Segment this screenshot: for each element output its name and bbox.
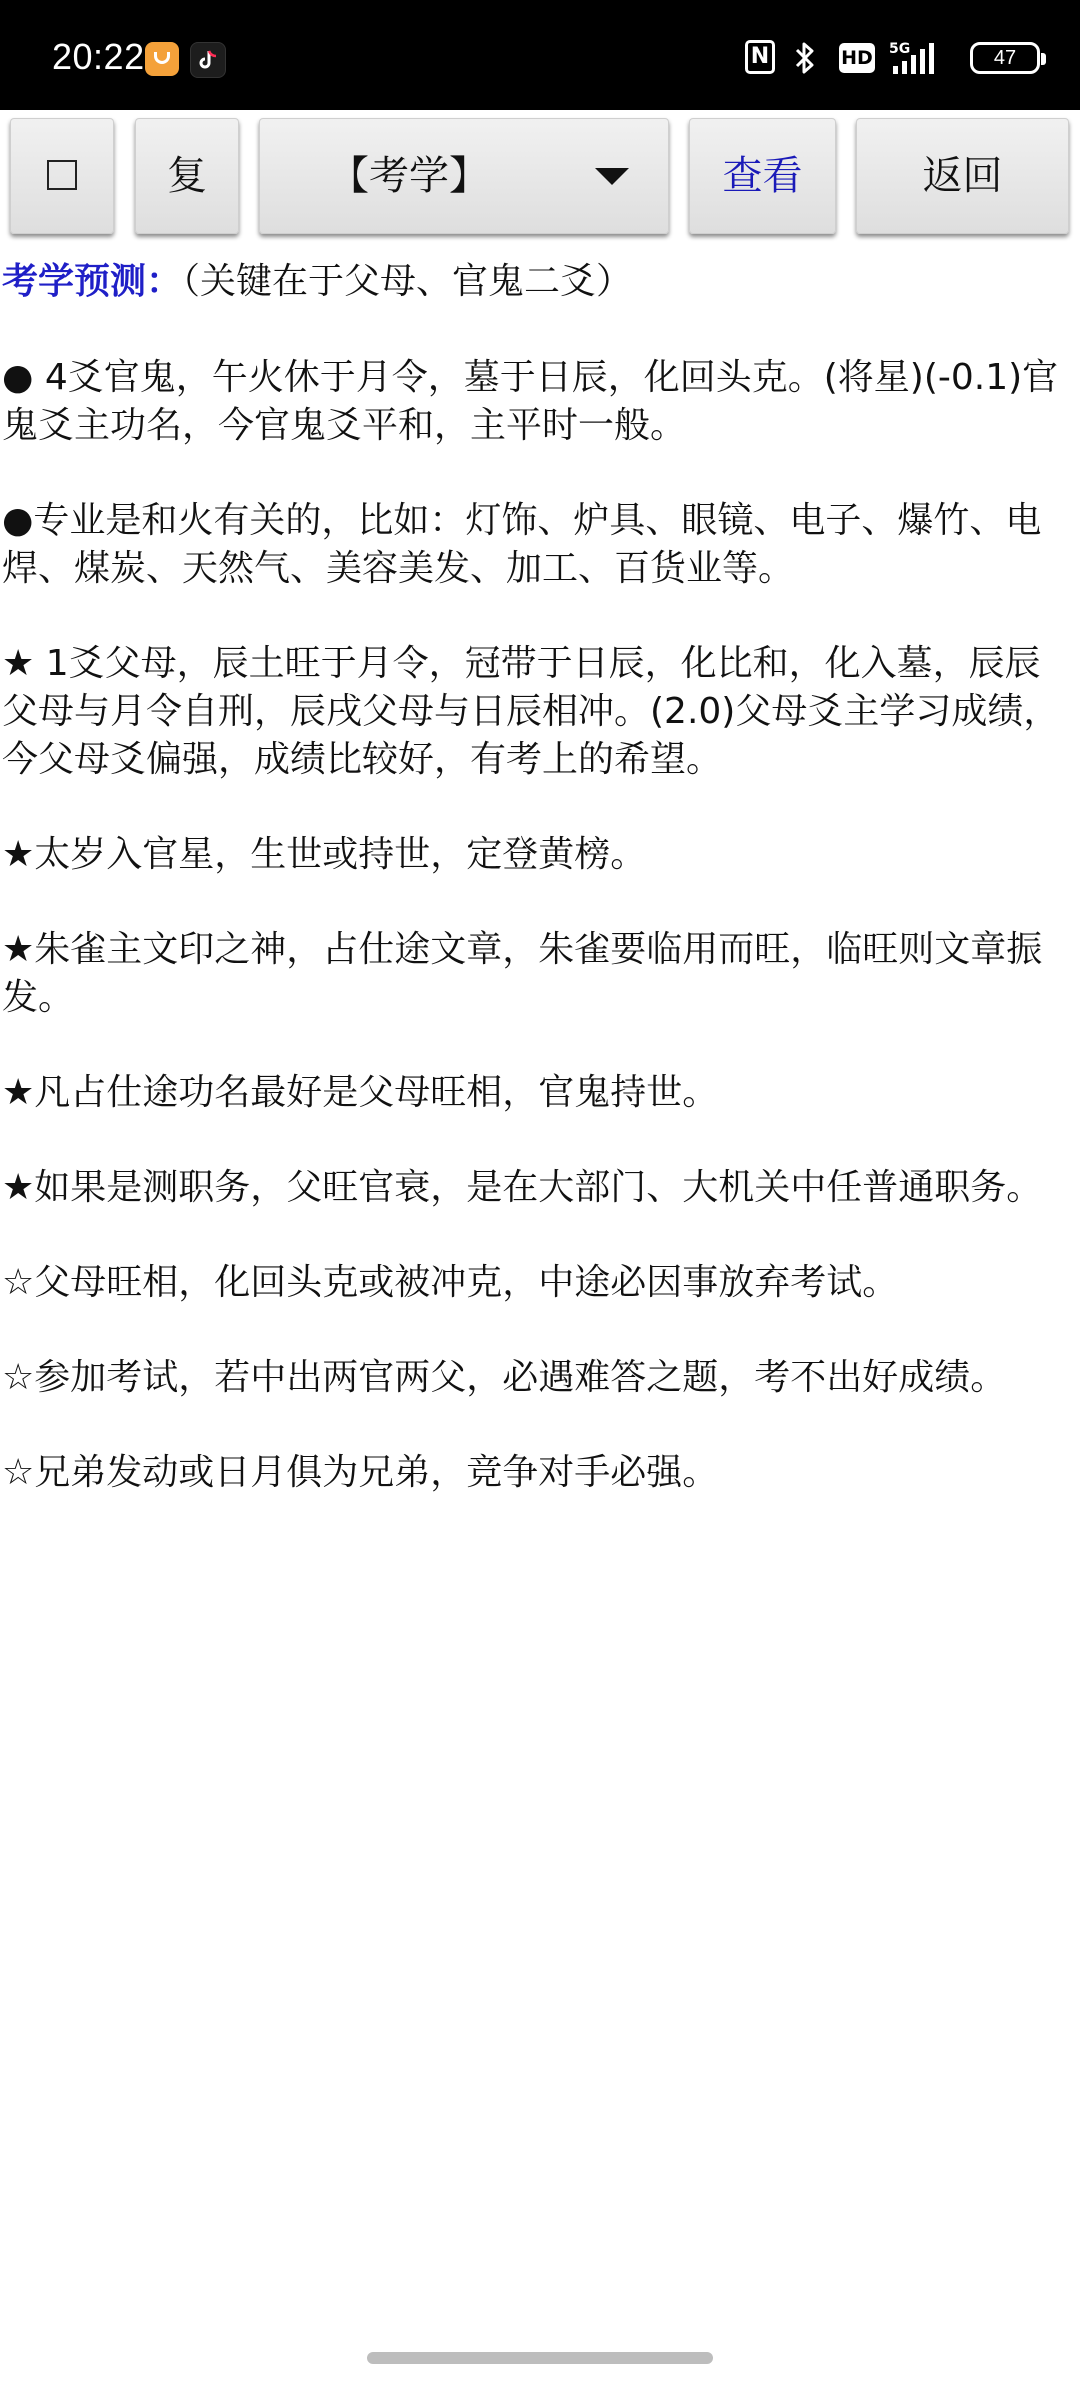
- section-heading-note: （关键在于父母、官鬼二爻）: [182, 261, 633, 302]
- back-button[interactable]: 返回: [856, 118, 1069, 234]
- paragraph-2: ●专业是和火有关的，比如：灯饰、炉具、眼镜、电子、爆竹、电焊、煤炭、天然气、美容美发、加工、百货业等。: [2, 500, 1042, 589]
- toolbar: [0, 110, 1080, 250]
- paragraph-5: ★朱雀主文印之神，占仕途文章，朱雀要临用而旺，临旺则文章振发。: [2, 929, 1043, 1018]
- category-select-label: 【考学】: [329, 153, 489, 199]
- home-indicator[interactable]: [367, 2352, 713, 2364]
- app-tiktok-icon: [190, 42, 226, 78]
- reading-content: [0, 258, 1080, 1544]
- checkbox-button[interactable]: [10, 118, 114, 234]
- paragraph-4: ★太岁入官星，生世或持世，定登黄榜。: [2, 834, 647, 875]
- dropdown-arrow-icon: [595, 168, 629, 185]
- 5g-signal-icon: [889, 40, 945, 76]
- paragraph-3: ★ 1爻父母，辰土旺于月令，冠带于日辰，化比和，化入墓，辰辰父母与月令自刑，辰戌父母与日辰相冲。(2.0)父母爻主学习成绩，今父母爻偏强，成绩比较好，有考上的希望。: [2, 643, 1060, 780]
- battery-icon: 47: [970, 42, 1040, 74]
- svg-text:5G: 5G: [889, 41, 911, 57]
- category-select[interactable]: [259, 118, 669, 234]
- paragraph-8: ☆父母旺相，化回头克或被冲克，中途必因事放弃考试。: [2, 1262, 899, 1303]
- hd-icon: HD: [839, 43, 875, 73]
- paragraph-7: ★如果是测职务，父旺官衰，是在大部门、大机关中任普通职务。: [2, 1167, 1043, 1208]
- status-bar: [0, 0, 1080, 110]
- app-orange-icon: [145, 42, 179, 76]
- status-time: 20:22: [52, 36, 145, 77]
- paragraph-9: ☆参加考试，若中出两官两父，必遇难答之题，考不出好成绩。: [2, 1357, 1007, 1398]
- bluetooth-icon: [790, 40, 820, 76]
- paragraph-6: ★凡占仕途功名最好是父母旺相，官鬼持世。: [2, 1072, 719, 1113]
- view-button[interactable]: 查看: [689, 118, 836, 234]
- paragraph-10: ☆兄弟发动或日月俱为兄弟，竞争对手必强。: [2, 1452, 719, 1493]
- paragraph-1: ● 4爻官鬼，午火休于月令，墓于日辰，化回头克。(将星)(-0.1)官鬼爻主功名，今官鬼爻平和，主平时一般。: [2, 357, 1059, 446]
- status-icons: [680, 40, 1040, 80]
- nfc-icon: N: [745, 40, 775, 74]
- checkbox-square-icon: [47, 160, 77, 190]
- section-heading: [2, 258, 1076, 306]
- section-heading-label: 考学预测：: [2, 261, 183, 302]
- restore-button[interactable]: 复: [135, 118, 239, 234]
